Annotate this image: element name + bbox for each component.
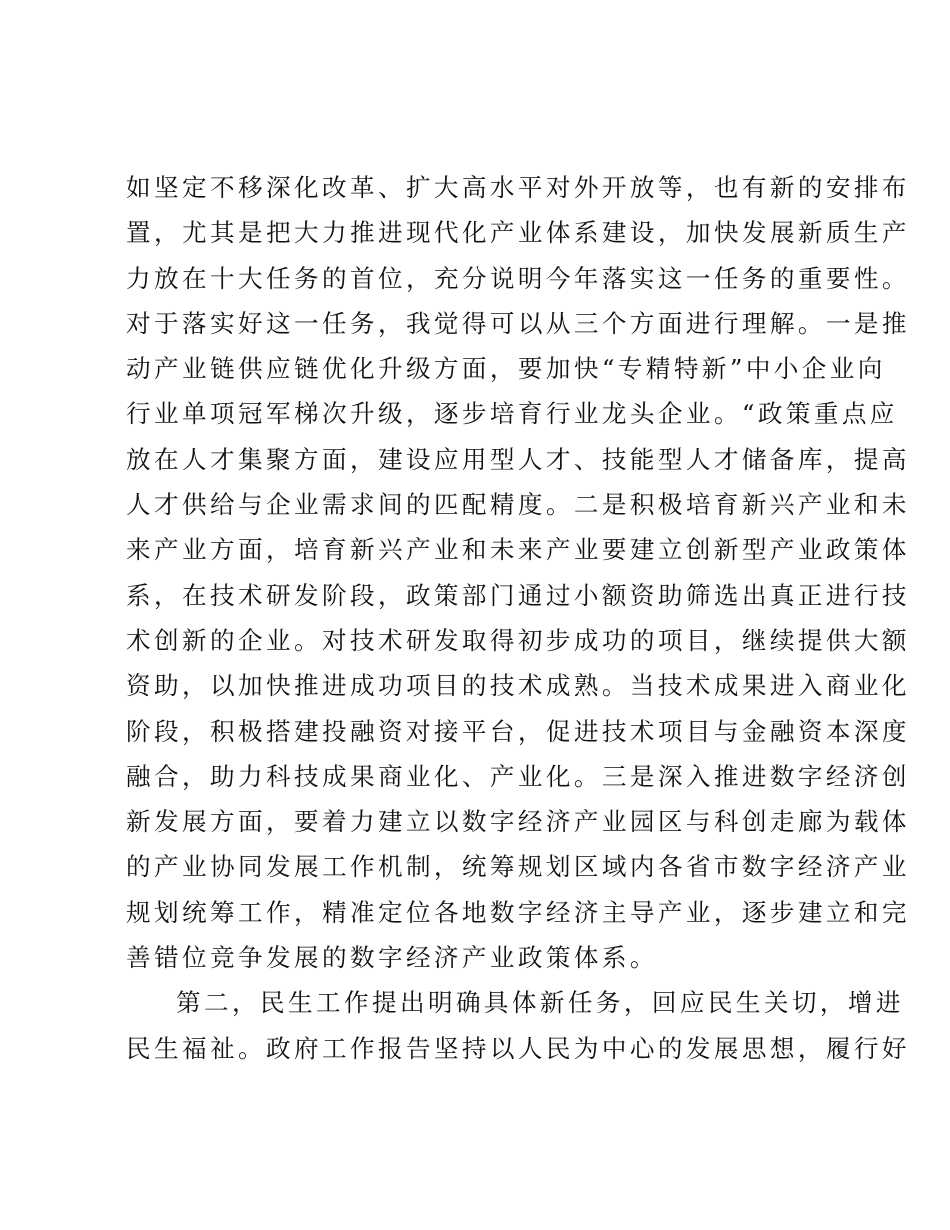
text-line: 力放在十大任务的首位，充分说明今年落实这一任务的重要性。 [126,263,910,293]
text-line: 动产业链供应链优化升级方面，要加快“专精特新”中小企业向 [126,354,886,384]
text-line: 行业单项冠军梯次升级，逐步培育行业龙头企业。“政策重点应 [126,399,898,429]
text-line: 人才供给与企业需求间的匹配精度。二是积极培育新兴产业和未 [126,490,910,520]
text-line: 第二，民生工作提出明确具体新任务，回应民生关切，增进 [176,988,904,1018]
text-line: 如坚定不移深化改革、扩大高水平对外开放等，也有新的安排布 [126,173,910,202]
text-line: 善错位竞争发展的数字经济产业政策体系。 [126,943,658,973]
text-line: 对于落实好这一任务，我觉得可以从三个方面进行理解。一是推 [126,308,910,338]
text-line: 的产业协同发展工作机制，统筹规划区域内各省市数字经济产业 [126,852,910,882]
text-line: 新发展方面，要着力建立以数字经济产业园区与科创走廊为载体 [126,807,910,837]
text-line: 置，尤其是把大力推进现代化产业体系建设，加快发展新质生产 [126,218,910,248]
paragraph-1 [126,165,910,980]
paragraph-2 [126,980,910,1071]
text-line: 规划统筹工作，精准定位各地数字经济主导产业，逐步建立和完 [126,897,910,927]
document-body [126,165,910,1071]
text-line: 民生福祉。政府工作报告坚持以人民为中心的发展思想，履行好 [126,1033,910,1063]
text-line: 放在人才集聚方面，建设应用型人才、技能型人才储备库，提高 [126,444,910,474]
text-line: 阶段，积极搭建投融资对接平台，促进技术项目与金融资本深度 [126,716,910,746]
text-line: 资助，以加快推进成功项目的技术成熟。当技术成果进入商业化 [126,671,910,701]
text-line: 术创新的企业。对技术研发取得初步成功的项目，继续提供大额 [126,625,910,655]
text-line: 来产业方面，培育新兴产业和未来产业要建立创新型产业政策体 [126,535,910,565]
text-line: 融合，助力科技成果商业化、产业化。三是深入推进数字经济创 [126,761,910,791]
text-line: 系，在技术研发阶段，政策部门通过小额资助筛选出真正进行技 [126,580,910,610]
